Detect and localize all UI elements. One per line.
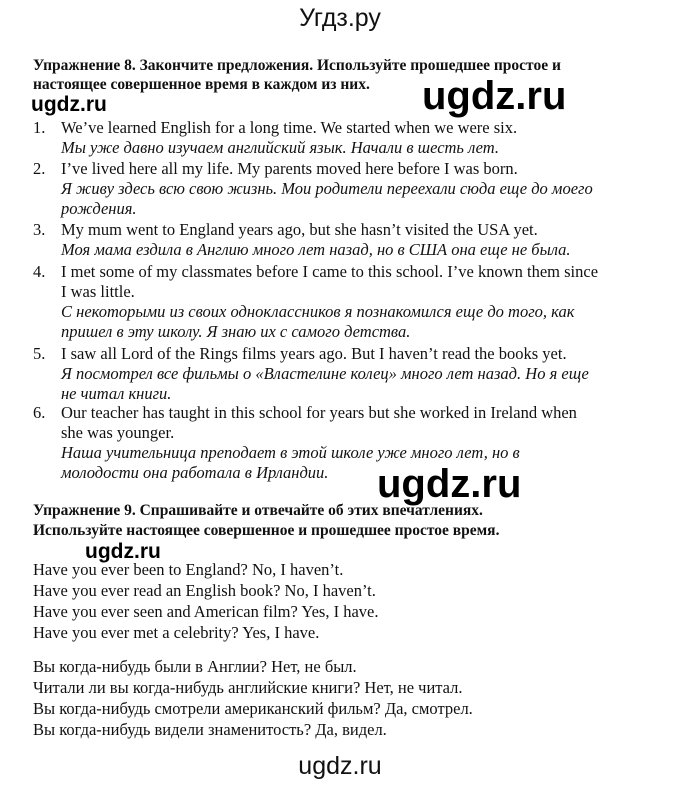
dialogue-line: Have you ever been to England? No, I haven’t. [33,560,344,579]
watermark: ugdz.ru [422,74,567,118]
site-title: Угдз.ру [299,4,381,32]
dialogue-line: Читали ли вы когда-нибудь английские книги? Нет, не читал. [33,678,463,697]
list-item-russian: Моя мама ездила в Англию много лет назад, но в США она еще не была. [61,240,571,259]
list-item-number: 6. [33,403,46,422]
exercise-9-heading-line-1: Упражнение 9. Спрашивайте и отвечайте об этих впечатлениях. [33,502,483,519]
list-item-russian: пришел в эту школу. Я знаю их с самого детства. [61,322,411,341]
list-item-number: 4. [33,262,46,281]
exercise-8-heading-line-2: настоящее совершенное время в каждом из них. [33,76,370,93]
exercise-8-heading-line-1: Упражнение 8. Закончите предложения. Используйте прошедшее простое и [33,57,561,74]
list-item-english: I’ve lived here all my life. My parents moved here before I was born. [61,159,518,178]
list-item-english: I met some of my classmates before I came to this school. I’ve known them since [61,262,599,281]
watermark: ugdz.ru [31,93,107,116]
list-item-russian: молодости она работала в Ирландии. [61,463,329,482]
list-item-russian: Мы уже давно изучаем английский язык. Начали в шесть лет. [61,138,500,157]
list-item-english: she was younger. [61,423,175,442]
list-item-number: 3. [33,220,46,239]
list-item-number: 2. [33,159,46,178]
list-item-russian: Я посмотрел все фильмы о «Властелине колец» много лет назад. Но я еще [61,364,589,383]
list-item-english: I was little. [61,282,135,301]
watermark: ugdz.ru [85,540,161,563]
list-item-number: 5. [33,344,46,363]
dialogue-line: Have you ever seen and American film? Yes, I have. [33,602,379,621]
dialogue-line: Вы когда-нибудь видели знаменитость? Да, видел. [33,720,387,739]
list-item-russian: С некоторыми из своих одноклассников я познакомился еще до того, как [61,302,575,321]
list-item-russian: Я живу здесь всю свою жизнь. Мои родители переехали сюда еще до моего [61,179,593,198]
exercise-9-heading-line-2: Используйте настоящее совершенное и прошедшее простое время. [33,522,500,539]
dialogue-line: Вы когда-нибудь были в Англии? Нет, не был. [33,657,357,676]
site-footer: ugdz.ru [298,752,382,780]
list-item-english: We’ve learned English for a long time. We started when we were six. [61,118,518,137]
list-item-english: My mum went to England years ago, but she hasn’t visited the USA yet. [61,220,538,239]
dialogue-line: Have you ever read an English book? No, I haven’t. [33,581,376,600]
dialogue-line: Have you ever met a celebrity? Yes, I have. [33,623,320,642]
watermark: ugdz.ru [377,462,522,506]
dialogue-line: Вы когда-нибудь смотрели американский фильм? Да, смотрел. [33,699,473,718]
list-item-english: I saw all Lord of the Rings films years ago. But I haven’t read the books yet. [61,344,567,363]
list-item-russian: рождения. [61,199,137,218]
list-item-number: 1. [33,118,46,137]
list-item-english: Our teacher has taught in this school for years but she worked in Ireland when [61,403,577,422]
list-item-russian: Наша учительница преподает в этой школе уже много лет, но в [61,443,520,462]
list-item-russian: не читал книги. [61,384,172,403]
